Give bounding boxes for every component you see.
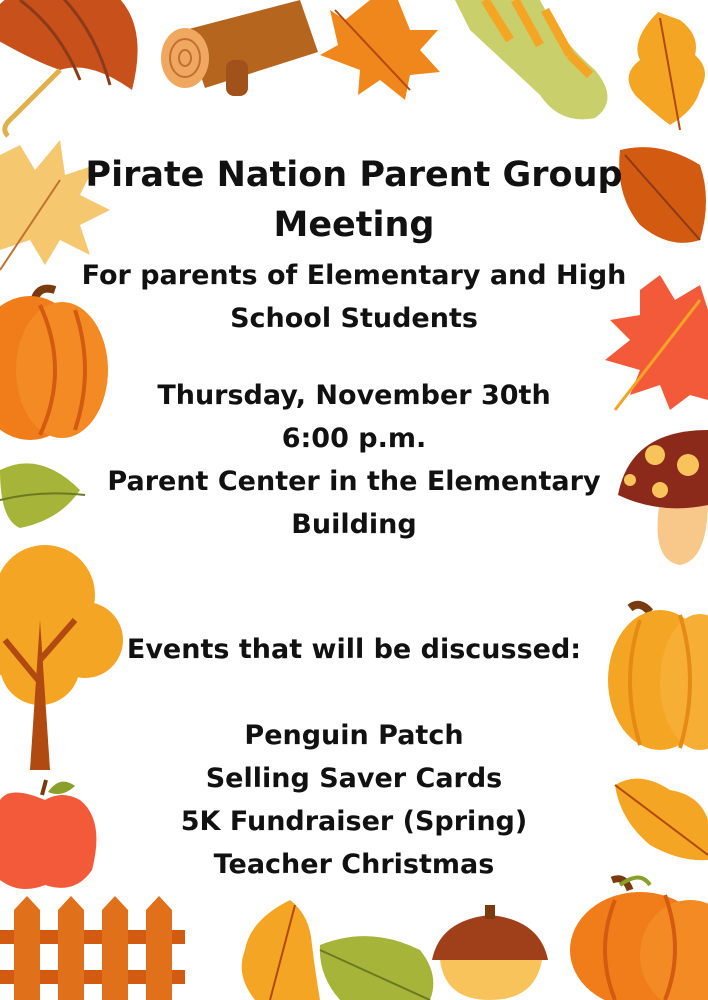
acorn-icon (432, 905, 548, 1000)
meeting-location: Building (291, 509, 417, 540)
umbrella-icon (0, 0, 138, 136)
title-line: Meeting (273, 205, 435, 245)
meeting-location: Parent Center in the Elementary (107, 466, 601, 497)
meeting-time: 6:00 p.m. (281, 423, 427, 454)
oak-leaf-icon (629, 12, 705, 130)
meeting-title (0, 150, 708, 250)
subtitle-line: For parents of Elementary and High (81, 260, 627, 291)
list-item: Penguin Patch (244, 720, 464, 751)
sock-icon (455, 0, 608, 119)
meeting-details (0, 374, 708, 546)
events-heading: Events that will be discussed: (126, 634, 582, 665)
fern-leaf-icon (320, 936, 434, 1000)
list-item: 5K Fundraiser (Spring) (180, 806, 528, 837)
title-line: Pirate Nation Parent Group (85, 155, 623, 195)
maple-leaf-icon (320, 0, 440, 100)
oak-leaf-icon (242, 900, 320, 1000)
list-item: Selling Saver Cards (205, 763, 503, 794)
events-list (0, 714, 708, 886)
subtitle-line: School Students (230, 303, 478, 334)
log-icon (161, 0, 318, 96)
audience-subtitle (0, 254, 708, 340)
pumpkin-icon (570, 878, 708, 1000)
meeting-date: Thursday, November 30th (157, 380, 551, 411)
fence-icon (0, 896, 185, 1000)
list-item: Teacher Christmas (213, 849, 495, 880)
